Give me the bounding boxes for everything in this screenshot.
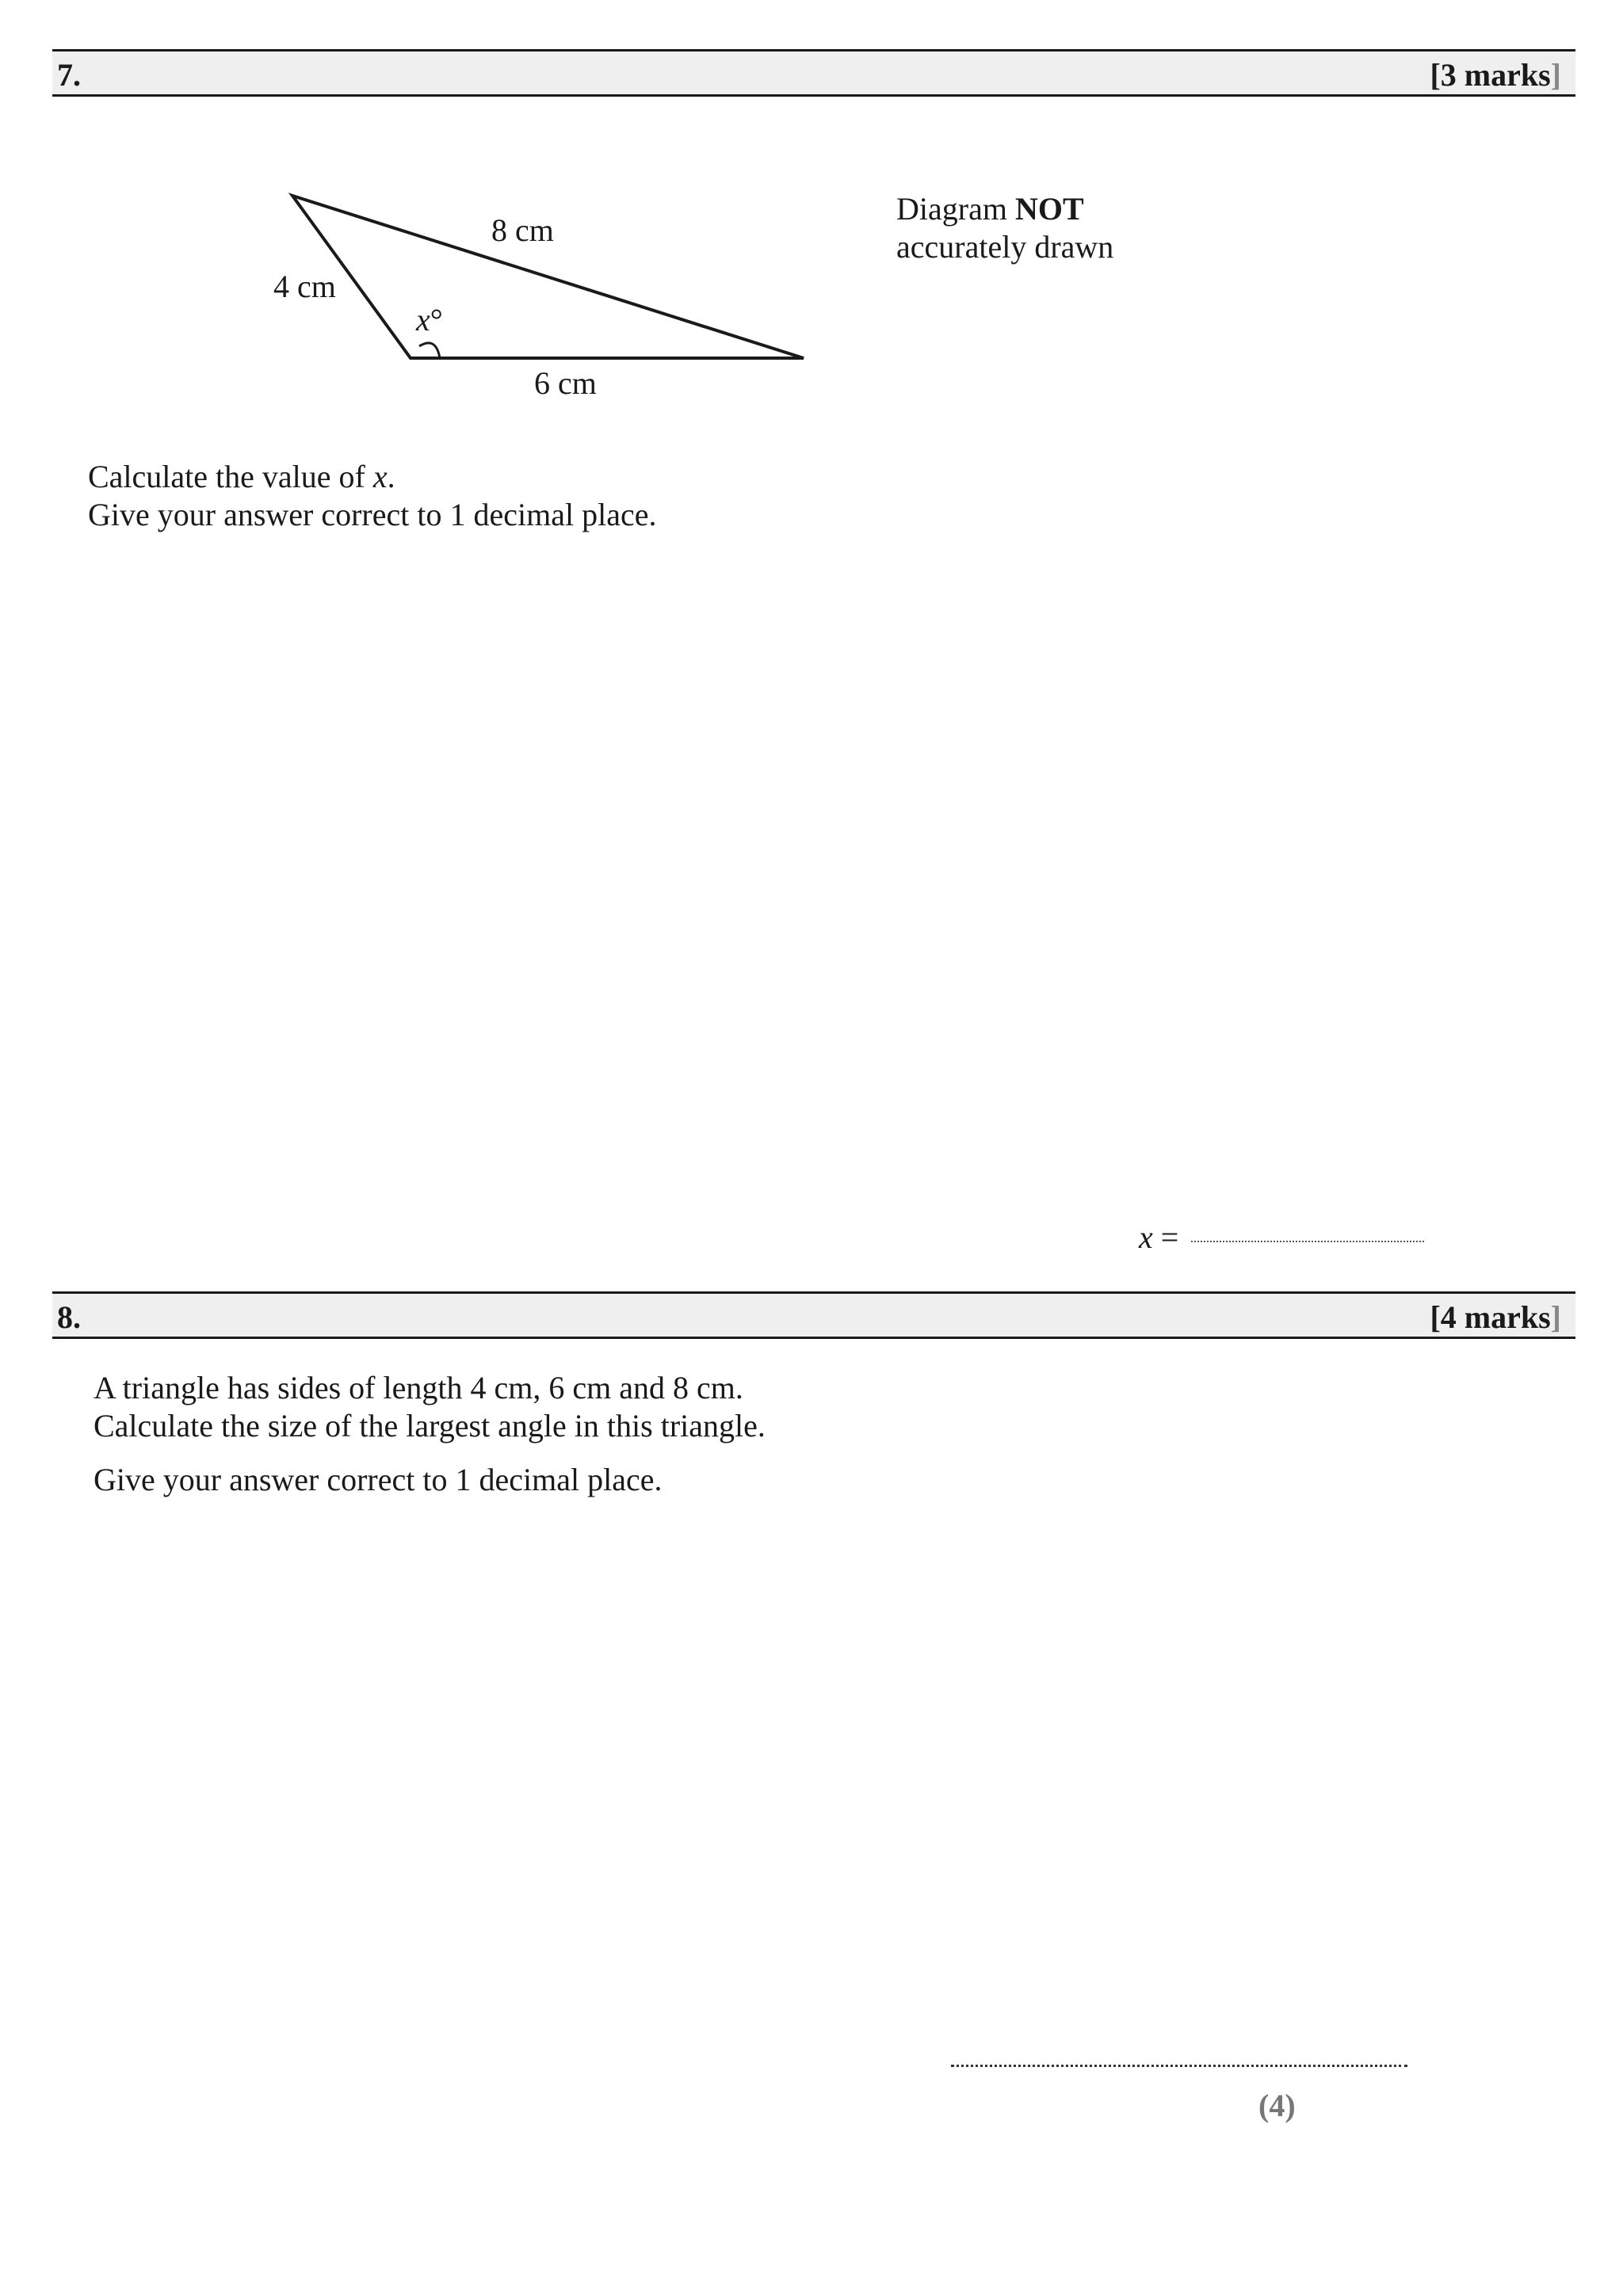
- question-8-marks-bracket: ]: [1550, 1299, 1561, 1335]
- angle-label-degree: °: [430, 302, 443, 338]
- question-7-answer-label: [1139, 1219, 1178, 1257]
- question-7-text: [88, 458, 656, 534]
- diagram-note-prefix: Diagram: [896, 191, 1015, 227]
- diagram-note-bold: NOT: [1014, 191, 1084, 227]
- question-7-marks-bracket: ]: [1550, 57, 1561, 93]
- triangle-diagram: [0, 158, 1623, 602]
- question-8-answer-line[interactable]: [951, 2065, 1407, 2067]
- answer-label-eq: =: [1152, 1219, 1179, 1255]
- question-7-marks-text: [3 marks: [1430, 57, 1551, 93]
- angle-label: [415, 302, 443, 338]
- question-8-line1: A triangle has sides of length 4 cm, 6 cm and 8 cm.: [94, 1370, 743, 1405]
- angle-label-var: x: [416, 302, 430, 338]
- answer-label-var: x: [1139, 1219, 1153, 1255]
- question-8-marks-text: [4 marks: [1430, 1299, 1551, 1335]
- question-7-line1-prefix: Calculate the value of: [88, 459, 373, 494]
- question-7-header: [52, 49, 1575, 97]
- question-7-line2: Give your answer correct to 1 decimal place.: [88, 497, 657, 532]
- side-label-left: 4 cm: [273, 269, 336, 304]
- diagram-note: [896, 190, 1113, 266]
- question-8-number: 8.: [57, 1299, 81, 1335]
- question-7-answer-line[interactable]: [1191, 1241, 1424, 1242]
- angle-arc: [419, 343, 440, 358]
- question-7-marks: [1430, 56, 1561, 93]
- question-7-number: 7.: [57, 57, 81, 93]
- question-8-header: [52, 1291, 1575, 1339]
- question-8-line2: Calculate the size of the largest angle in this triangle.: [94, 1408, 766, 1444]
- side-label-bottom: 6 cm: [534, 365, 597, 401]
- diagram-note-line2: accurately drawn: [896, 229, 1114, 265]
- question-7-line1-var: x: [372, 459, 388, 494]
- question-8-line3: Give your answer correct to 1 decimal place.: [94, 1462, 663, 1497]
- side-label-top: 8 cm: [491, 212, 554, 248]
- question-8-marks: [1430, 1299, 1561, 1336]
- question-7-line1-suffix: .: [387, 459, 395, 494]
- question-8-answer-marks: (4): [1258, 2088, 1296, 2123]
